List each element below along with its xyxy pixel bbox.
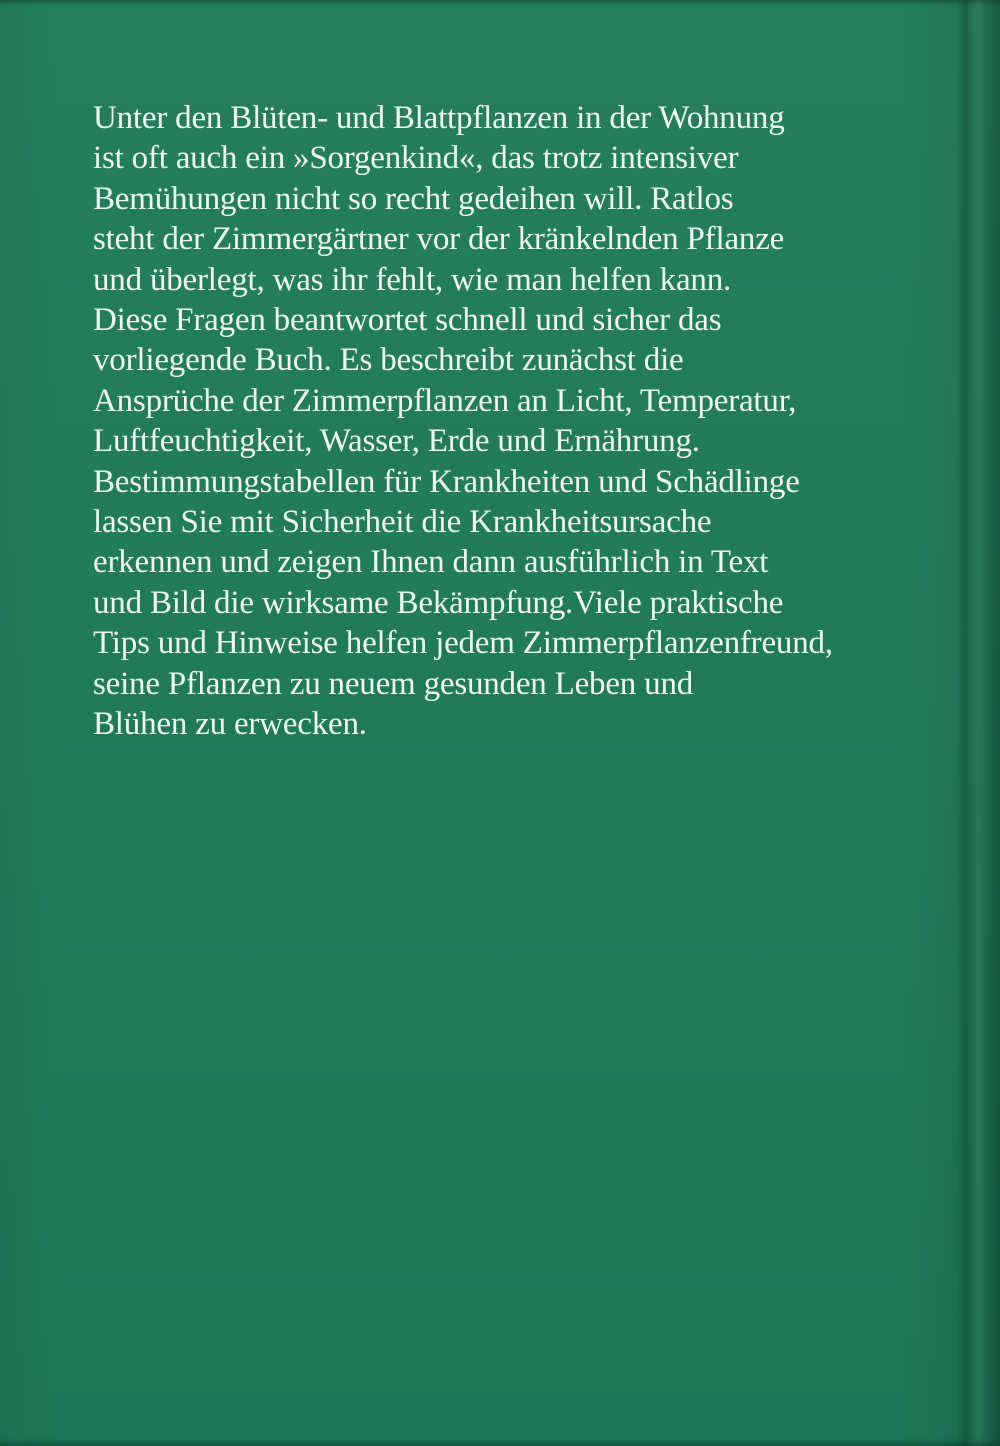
blurb-line: Unter den Blüten- und Blattpflanzen in der Wohnung	[93, 100, 785, 136]
blurb-line: Tips und Hinweise helfen jedem Zimmerpflanzenfreund,	[93, 625, 833, 662]
blurb-line: erkennen und zeigen Ihnen dann ausführlich in Text	[93, 544, 769, 581]
blurb-line: und Bild die wirksame Bekämpfung.Viele praktische	[93, 584, 784, 621]
cover-top-edge	[0, 0, 1000, 6]
blurb-line: ist oft auch ein »Sorgenkind«, das trotz intensiver	[93, 140, 739, 177]
blurb-text	[93, 98, 973, 745]
blurb-line: vorliegende Buch. Es beschreibt zunächst die	[93, 342, 684, 379]
blurb-line: und überlegt, was ihr fehlt, wie man helfen kann.	[93, 261, 732, 298]
cover-bottom-edge	[0, 1438, 1000, 1446]
blurb-line: seine Pflanzen zu neuem gesunden Leben und	[93, 665, 694, 702]
blurb-line: Ansprüche der Zimmerpflanzen an Licht, Temperatur,	[93, 382, 797, 419]
blurb-line: steht der Zimmergärtner vor der kränkelnden Pflanze	[93, 221, 785, 258]
blurb-line: Bemühungen nicht so recht gedeihen will. Ratlos	[93, 180, 734, 217]
blurb-line: Blühen zu erwecken.	[93, 706, 367, 743]
blurb-line: Bestimmungstabellen für Krankheiten und Schädlinge	[93, 463, 800, 500]
blurb-line: Luftfeuchtigkeit, Wasser, Erde und Ernährung.	[93, 423, 700, 460]
blurb-line: Diese Fragen beantwortet schnell und sicher das	[93, 302, 722, 339]
blurb-line: lassen Sie mit Sicherheit die Krankheitsursache	[93, 504, 712, 541]
